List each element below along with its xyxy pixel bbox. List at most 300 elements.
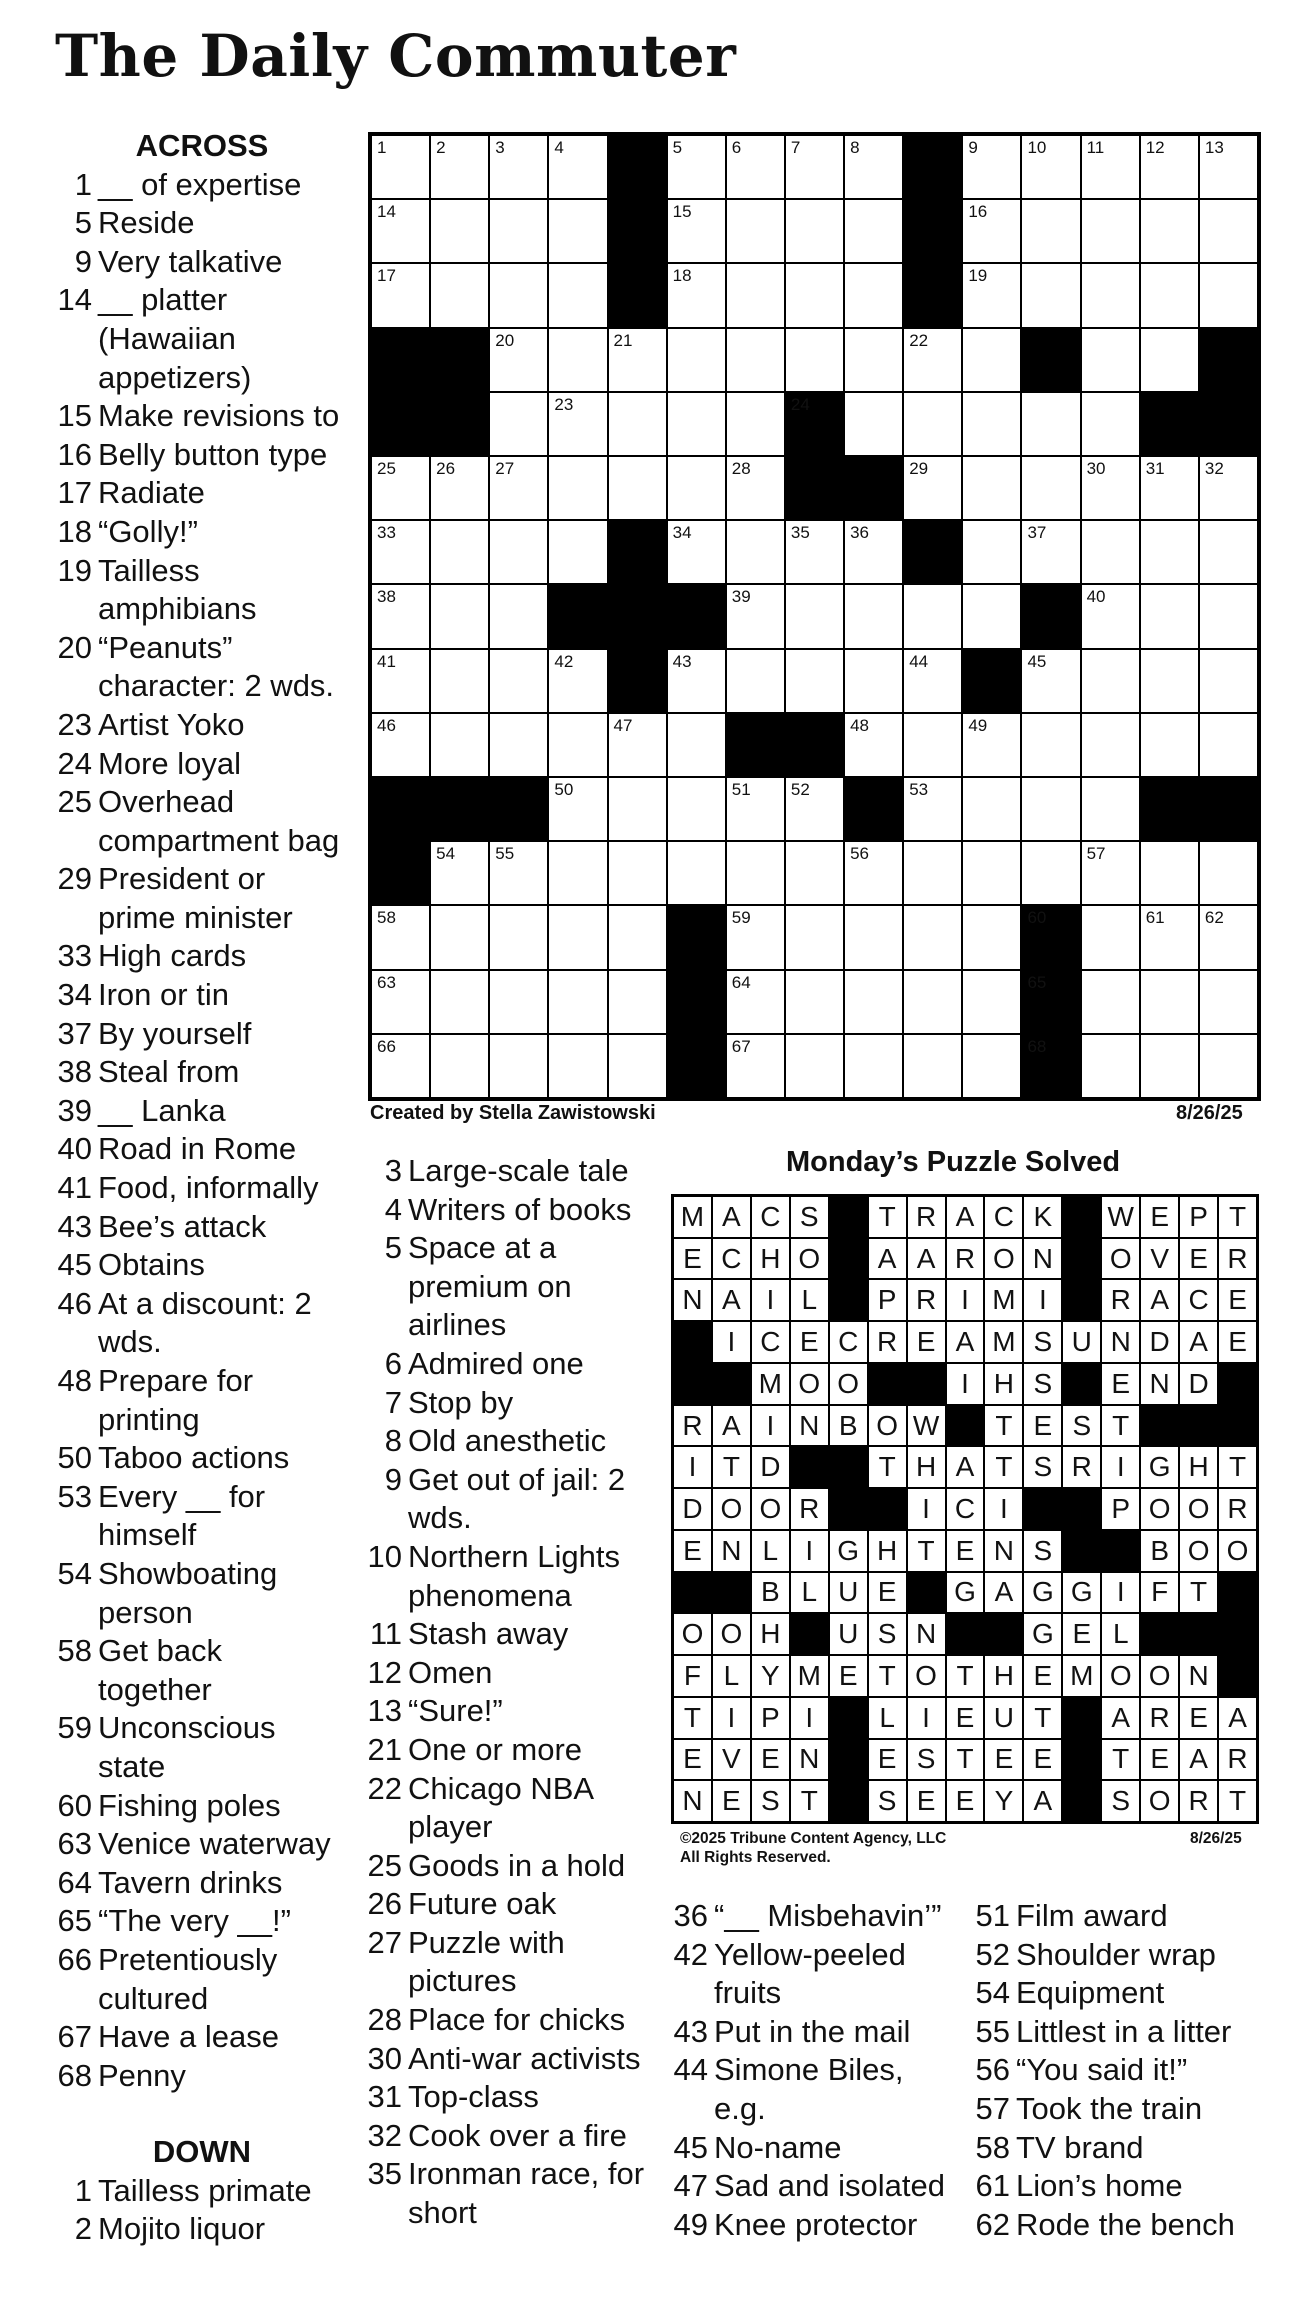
grid-cell[interactable]: [1140, 135, 1199, 199]
clue-number: 65: [1027, 972, 1047, 992]
down-clue: [970, 1974, 1280, 2013]
clue-number: 30: [1086, 458, 1106, 478]
grid-cell[interactable]: [667, 135, 726, 199]
grid-cell[interactable]: [785, 970, 844, 1034]
clue-number: 45: [1027, 651, 1047, 671]
clue-number: 17: [377, 266, 396, 286]
grid-cell[interactable]: [667, 777, 726, 841]
grid-cell[interactable]: [1199, 199, 1258, 263]
grid-cell[interactable]: [371, 520, 430, 584]
grid-cell[interactable]: [1140, 456, 1199, 520]
grid-cell[interactable]: [667, 520, 726, 584]
across-clue: [52, 1632, 352, 1709]
grid-cell[interactable]: [489, 584, 548, 648]
clue-text: pictures: [408, 1963, 517, 1999]
clue-number: 12: [367, 1654, 402, 1690]
grid-cell[interactable]: [667, 392, 726, 456]
grid-cell[interactable]: [844, 905, 903, 969]
clue-number: 61: [975, 2168, 1010, 2204]
grid-cell[interactable]: [1199, 905, 1258, 969]
grid-cell[interactable]: [548, 456, 607, 520]
grid-cell[interactable]: [667, 841, 726, 905]
solved-letter: M: [790, 1655, 829, 1697]
grid-cell[interactable]: [1140, 905, 1199, 969]
across-header: ACROSS: [135, 128, 269, 163]
clue-number: 27: [495, 458, 515, 478]
clue-number: 26: [436, 458, 456, 478]
solved-letter: E: [1023, 1655, 1062, 1697]
grid-cell[interactable]: [903, 1034, 962, 1098]
grid-cell[interactable]: [844, 199, 903, 263]
grid-cell[interactable]: [371, 135, 430, 199]
grid-cell[interactable]: [1081, 392, 1140, 456]
solved-letter: R: [907, 1279, 946, 1321]
across-clue: [52, 937, 352, 976]
grid-cell[interactable]: [1199, 1034, 1258, 1098]
clue-text: Chicago NBA: [408, 1770, 595, 1806]
grid-cell[interactable]: [844, 328, 903, 392]
grid-cell[interactable]: [785, 777, 844, 841]
grid-cell[interactable]: [962, 135, 1021, 199]
black-square: [667, 584, 726, 648]
grid-cell[interactable]: [430, 199, 489, 263]
grid-cell[interactable]: [1021, 456, 1080, 520]
grid-cell[interactable]: [489, 1034, 548, 1098]
grid-cell[interactable]: [1140, 713, 1199, 777]
grid-cell[interactable]: [1021, 135, 1080, 199]
grid-cell[interactable]: [489, 328, 548, 392]
down-clue: [970, 2013, 1280, 2052]
clue-number: 7: [790, 138, 801, 157]
grid-cell[interactable]: [489, 970, 548, 1034]
grid-cell[interactable]: [430, 649, 489, 713]
grid-cell[interactable]: [608, 713, 667, 777]
grid-cell[interactable]: [726, 328, 785, 392]
grid-cell[interactable]: [785, 905, 844, 969]
grid-cell[interactable]: [962, 199, 1021, 263]
grid-cell[interactable]: [1081, 328, 1140, 392]
grid-cell[interactable]: [1140, 841, 1199, 905]
grid-cell[interactable]: [608, 456, 667, 520]
clue-text: person: [98, 1594, 193, 1630]
grid-cell[interactable]: [1199, 584, 1258, 648]
grid-cell[interactable]: [489, 713, 548, 777]
solved-letter: E: [751, 1739, 790, 1781]
grid-cell[interactable]: [489, 649, 548, 713]
clue-number: 66: [57, 1941, 92, 1977]
grid-cell[interactable]: [962, 456, 1021, 520]
grid-cell[interactable]: [1199, 456, 1258, 520]
grid-cell[interactable]: [608, 328, 667, 392]
solved-letter: E: [907, 1321, 946, 1363]
grid-cell[interactable]: [1199, 263, 1258, 327]
down-clue: [970, 1897, 1280, 1936]
grid-cell[interactable]: [726, 905, 785, 969]
grid-cell[interactable]: [1199, 841, 1258, 905]
across-clue: [52, 1015, 352, 1054]
solved-letter: T: [790, 1780, 829, 1822]
grid-cell[interactable]: [548, 135, 607, 199]
grid-cell[interactable]: [371, 713, 430, 777]
grid-cell[interactable]: [962, 328, 1021, 392]
grid-cell[interactable]: [844, 1034, 903, 1098]
clue-text: Knee protector: [714, 2206, 918, 2242]
grid-cell[interactable]: [1140, 1034, 1199, 1098]
grid-cell[interactable]: [1021, 263, 1080, 327]
grid-cell[interactable]: [489, 520, 548, 584]
grid-cell[interactable]: [548, 520, 607, 584]
clue-number: 23: [554, 394, 574, 414]
grid-cell[interactable]: [1140, 970, 1199, 1034]
grid-cell[interactable]: [430, 713, 489, 777]
clue-number: 28: [367, 2002, 402, 2038]
clue-text: At a discount: 2: [98, 1285, 312, 1321]
clue-text: Unconscious: [98, 1710, 276, 1746]
clue-text: prime minister: [98, 899, 293, 935]
clue-number: 14: [57, 282, 92, 318]
solved-letter: M: [1062, 1655, 1101, 1697]
grid-cell[interactable]: [489, 905, 548, 969]
grid-cell[interactable]: [1021, 199, 1080, 263]
solved-letter: O: [1140, 1780, 1179, 1822]
grid-cell[interactable]: [667, 713, 726, 777]
solved-letter: T: [868, 1196, 907, 1238]
grid-cell[interactable]: [608, 777, 667, 841]
grid-cell[interactable]: [371, 263, 430, 327]
grid-cell[interactable]: [903, 584, 962, 648]
clue-number: 52: [790, 779, 810, 799]
solved-letter: R: [1218, 1488, 1257, 1530]
grid-cell[interactable]: [548, 1034, 607, 1098]
grid-cell[interactable]: [962, 713, 1021, 777]
grid-cell[interactable]: [785, 649, 844, 713]
grid-cell[interactable]: [608, 970, 667, 1034]
grid-cell[interactable]: [548, 841, 607, 905]
grid-cell[interactable]: [1140, 520, 1199, 584]
across-clue: [52, 281, 352, 397]
grid-cell[interactable]: [903, 841, 962, 905]
grid-cell[interactable]: [608, 392, 667, 456]
grid-cell[interactable]: [962, 520, 1021, 584]
grid-cell[interactable]: [962, 584, 1021, 648]
solved-letter: W: [907, 1405, 946, 1447]
grid-cell[interactable]: [844, 713, 903, 777]
grid-cell[interactable]: [489, 841, 548, 905]
grid-cell[interactable]: [962, 1034, 1021, 1098]
clue-text: fruits: [714, 1975, 782, 2011]
grid-cell[interactable]: [1081, 135, 1140, 199]
across-clue: [52, 860, 352, 937]
grid-cell[interactable]: [1021, 777, 1080, 841]
solved-black-square: [1218, 1655, 1257, 1697]
grid-cell[interactable]: [430, 905, 489, 969]
grid-cell[interactable]: [667, 199, 726, 263]
grid-cell[interactable]: [903, 392, 962, 456]
black-square: [608, 263, 667, 327]
grid-cell[interactable]: [903, 905, 962, 969]
grid-cell[interactable]: [430, 520, 489, 584]
grid-cell[interactable]: [844, 520, 903, 584]
grid-cell[interactable]: [1081, 841, 1140, 905]
grid-cell[interactable]: [548, 970, 607, 1034]
grid-cell[interactable]: [430, 841, 489, 905]
grid-cell[interactable]: [371, 649, 430, 713]
grid-cell[interactable]: [1140, 649, 1199, 713]
clue-number: 24: [57, 745, 92, 781]
grid-cell[interactable]: [430, 456, 489, 520]
grid-cell[interactable]: [430, 584, 489, 648]
grid-cell[interactable]: [726, 777, 785, 841]
grid-cell[interactable]: [1081, 584, 1140, 648]
grid-cell[interactable]: [371, 456, 430, 520]
solved-letter: U: [1062, 1321, 1101, 1363]
solved-letter: A: [1179, 1321, 1218, 1363]
solved-letter: A: [712, 1279, 751, 1321]
grid-cell[interactable]: [608, 841, 667, 905]
solved-letter: E: [868, 1739, 907, 1781]
grid-cell[interactable]: [608, 905, 667, 969]
grid-cell[interactable]: [548, 713, 607, 777]
black-square: [844, 456, 903, 520]
black-square: [667, 1034, 726, 1098]
solved-letter: T: [1179, 1572, 1218, 1614]
grid-cell[interactable]: [903, 713, 962, 777]
solved-letter: I: [673, 1446, 712, 1488]
solved-letter: L: [790, 1279, 829, 1321]
grid-cell[interactable]: [667, 649, 726, 713]
grid-cell[interactable]: [667, 456, 726, 520]
grid-cell[interactable]: [1140, 263, 1199, 327]
solved-letter: A: [1140, 1279, 1179, 1321]
clues-column-1: [52, 127, 352, 2249]
grid-cell[interactable]: [489, 456, 548, 520]
clue-number: 55: [495, 844, 515, 864]
clue-number: 35: [790, 523, 810, 543]
black-square: [903, 520, 962, 584]
grid-cell[interactable]: [548, 199, 607, 263]
grid-cell[interactable]: [726, 392, 785, 456]
grid-cell[interactable]: [903, 970, 962, 1034]
solved-letter: A: [712, 1196, 751, 1238]
clue-number: 27: [367, 1924, 402, 1960]
grid-cell[interactable]: [726, 263, 785, 327]
grid-cell[interactable]: [785, 135, 844, 199]
grid-cell[interactable]: [844, 263, 903, 327]
grid-cell[interactable]: [785, 199, 844, 263]
solved-letter: B: [829, 1405, 868, 1447]
clue-number: 49: [968, 715, 988, 735]
grid-cell[interactable]: [962, 970, 1021, 1034]
solved-letter: F: [673, 1655, 712, 1697]
clue-text: __ Lanka: [98, 1092, 226, 1128]
grid-cell[interactable]: [1081, 1034, 1140, 1098]
clue-number: 1: [74, 2172, 92, 2208]
grid-cell[interactable]: [844, 970, 903, 1034]
solved-letter: H: [1179, 1446, 1218, 1488]
clue-text: Puzzle with: [408, 1924, 565, 1960]
grid-cell[interactable]: [844, 649, 903, 713]
clue-text: Writers of books: [408, 1191, 632, 1227]
grid-cell[interactable]: [548, 263, 607, 327]
grid-cell[interactable]: [844, 135, 903, 199]
grid-cell[interactable]: [1199, 713, 1258, 777]
clue-number: 30: [367, 2040, 402, 2076]
grid-cell[interactable]: [726, 1034, 785, 1098]
grid-cell[interactable]: [962, 905, 1021, 969]
down-clue: [970, 2206, 1280, 2245]
grid-cell[interactable]: [726, 199, 785, 263]
clue-number: 20: [57, 629, 92, 665]
grid-cell[interactable]: [1199, 970, 1258, 1034]
solved-letter: E: [1218, 1321, 1257, 1363]
solved-letter: A: [1101, 1697, 1140, 1739]
clue-text: compartment bag: [98, 822, 340, 858]
grid-cell[interactable]: [1081, 713, 1140, 777]
grid-cell[interactable]: [903, 456, 962, 520]
grid-cell[interactable]: [785, 328, 844, 392]
grid-cell[interactable]: [726, 584, 785, 648]
grid-cell[interactable]: [1021, 841, 1080, 905]
solved-black-square: [1062, 1196, 1101, 1238]
grid-cell[interactable]: [726, 841, 785, 905]
clue-number: 15: [672, 202, 692, 222]
down-clue: [668, 2129, 968, 2168]
grid-cell[interactable]: [726, 649, 785, 713]
grid-cell[interactable]: [371, 199, 430, 263]
clue-text: Large-scale tale: [408, 1153, 629, 1188]
grid-cell[interactable]: [962, 841, 1021, 905]
clue-number: 58: [377, 908, 396, 928]
solved-letter: A: [1023, 1780, 1062, 1822]
grid-cell[interactable]: [785, 841, 844, 905]
grid-cell[interactable]: [962, 392, 1021, 456]
grid-cell[interactable]: [1140, 328, 1199, 392]
grid-cell[interactable]: [1021, 713, 1080, 777]
grid-cell[interactable]: [903, 649, 962, 713]
clue-text: Iron or tin: [98, 977, 229, 1013]
clue-text: Yellow-peeled: [714, 1936, 906, 1972]
grid-cell[interactable]: [1081, 199, 1140, 263]
grid-cell[interactable]: [1021, 392, 1080, 456]
grid-cell[interactable]: [785, 263, 844, 327]
grid-cell[interactable]: [371, 1034, 430, 1098]
solved-letter: G: [1062, 1572, 1101, 1614]
grid-cell[interactable]: [1081, 263, 1140, 327]
clue-number: 36: [673, 1898, 708, 1933]
grid-cell[interactable]: [726, 970, 785, 1034]
down-clue: [668, 1897, 968, 1936]
grid-cell[interactable]: [844, 392, 903, 456]
grid-cell[interactable]: [844, 841, 903, 905]
clue-number: 42: [554, 651, 574, 671]
solved-letter: C: [829, 1321, 868, 1363]
black-square: [1199, 328, 1258, 392]
down-clue: [362, 2155, 662, 2232]
solved-black-square: [673, 1363, 712, 1405]
grid-cell[interactable]: [785, 584, 844, 648]
solved-letter: T: [946, 1655, 985, 1697]
grid-cell[interactable]: [489, 392, 548, 456]
clue-number: 1: [377, 138, 387, 157]
grid-cell[interactable]: [430, 135, 489, 199]
clue-text: Overhead: [98, 784, 235, 820]
grid-cell[interactable]: [844, 584, 903, 648]
solved-letter: R: [673, 1405, 712, 1447]
grid-cell[interactable]: [489, 199, 548, 263]
clue-number: 14: [377, 202, 396, 222]
grid-cell[interactable]: [667, 263, 726, 327]
grid-cell[interactable]: [1021, 649, 1080, 713]
grid-cell[interactable]: [1081, 777, 1140, 841]
grid-cell[interactable]: [962, 263, 1021, 327]
solved-letter: S: [1023, 1363, 1062, 1405]
grid-cell[interactable]: [1199, 649, 1258, 713]
down-clue: [668, 2206, 968, 2245]
solved-letter: N: [673, 1780, 712, 1822]
grid-cell[interactable]: [667, 328, 726, 392]
page-title: The Daily Commuter: [55, 22, 737, 90]
solved-letter: T: [868, 1655, 907, 1697]
grid-cell[interactable]: [962, 777, 1021, 841]
clue-text: Cook over a fire: [408, 2117, 627, 2153]
grid-cell[interactable]: [1081, 456, 1140, 520]
clue-number: 67: [57, 2019, 92, 2055]
solved-title: Monday’s Puzzle Solved: [786, 1146, 1121, 1178]
grid-cell[interactable]: [726, 135, 785, 199]
grid-cell[interactable]: [548, 905, 607, 969]
grid-cell[interactable]: [1199, 135, 1258, 199]
grid-cell[interactable]: [489, 135, 548, 199]
grid-cell[interactable]: [785, 520, 844, 584]
black-square: [489, 777, 548, 841]
grid-cell[interactable]: [548, 777, 607, 841]
grid-cell[interactable]: [726, 456, 785, 520]
solved-black-square: [984, 1613, 1023, 1655]
grid-cell[interactable]: [1199, 520, 1258, 584]
grid-cell[interactable]: [1081, 649, 1140, 713]
grid-cell[interactable]: [1140, 199, 1199, 263]
clue-text: Belly button type: [98, 436, 328, 472]
grid-cell[interactable]: [726, 520, 785, 584]
grid-cell[interactable]: [1081, 905, 1140, 969]
grid-cell[interactable]: [371, 905, 430, 969]
grid-cell[interactable]: [548, 392, 607, 456]
solved-letter: K: [1023, 1196, 1062, 1238]
clue-text: __ of expertise: [98, 166, 302, 202]
grid-cell[interactable]: [548, 649, 607, 713]
grid-cell[interactable]: [430, 263, 489, 327]
grid-cell[interactable]: [903, 328, 962, 392]
solved-letter: S: [1101, 1780, 1140, 1822]
down-clue: [362, 1770, 662, 1847]
grid-cell[interactable]: [903, 777, 962, 841]
solved-letter: R: [907, 1196, 946, 1238]
grid-cell[interactable]: [1140, 584, 1199, 648]
grid-cell[interactable]: [489, 263, 548, 327]
grid-cell[interactable]: [1081, 970, 1140, 1034]
clue-number: 68: [57, 2057, 92, 2093]
black-square: [667, 905, 726, 969]
grid-cell[interactable]: [371, 970, 430, 1034]
grid-cell[interactable]: [608, 1034, 667, 1098]
grid-cell[interactable]: [430, 1034, 489, 1098]
grid-cell[interactable]: [785, 1034, 844, 1098]
grid-cell[interactable]: [371, 584, 430, 648]
grid-cell[interactable]: [1081, 520, 1140, 584]
grid-cell[interactable]: [430, 970, 489, 1034]
grid-cell[interactable]: [1021, 520, 1080, 584]
grid-cell[interactable]: [548, 328, 607, 392]
